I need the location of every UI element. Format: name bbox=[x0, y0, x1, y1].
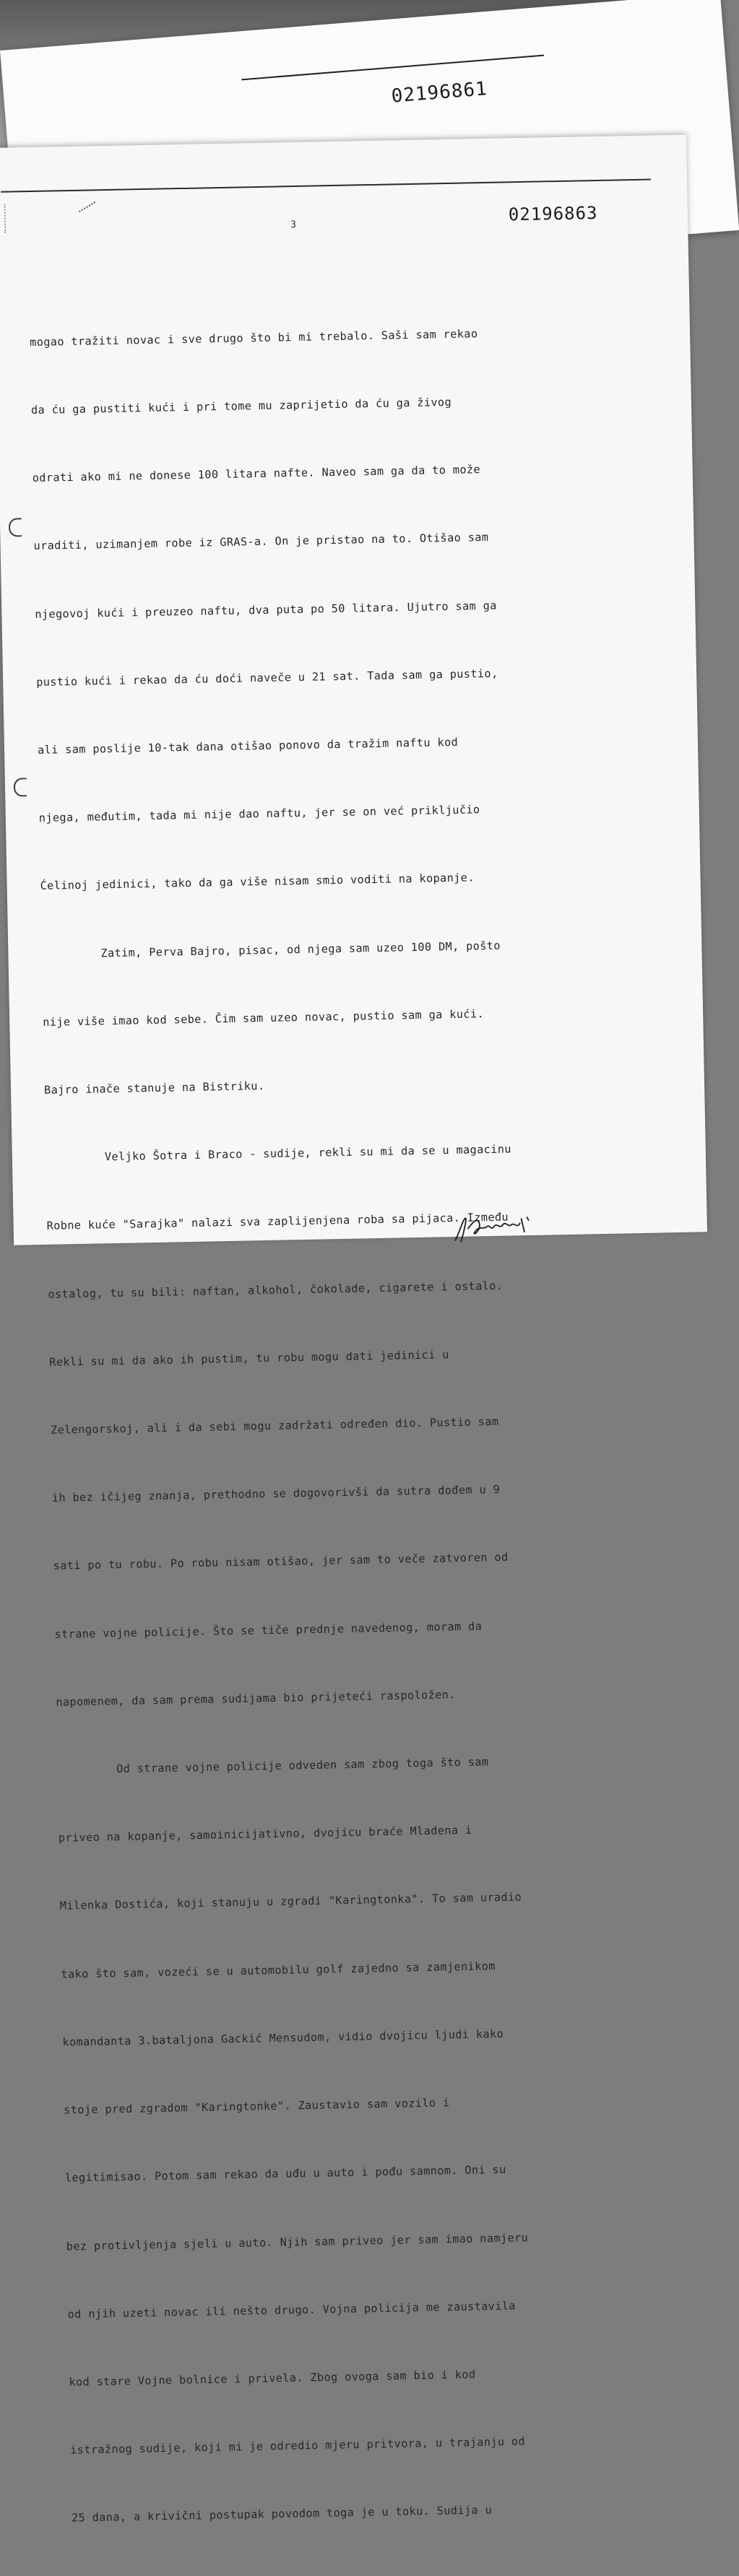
text-line: tako što sam, vozeći se u automobilu golf zajedno sa zamjenikom bbox=[61, 1959, 496, 1981]
text-line: bez protivljenja sjeli u auto. Njih sam priveo jer sam imao namjeru bbox=[66, 2230, 529, 2253]
text-line: sati po tu robu. Po robu nisam otišao, jer sam to veče zatvoren od bbox=[53, 1551, 509, 1573]
text-line: Veljko Šotra i Braco - sudije, rekli su mi da se u magacinu bbox=[104, 1142, 512, 1164]
front-page-document-number: 02196863 bbox=[508, 202, 598, 225]
front-page-rule bbox=[1, 179, 651, 193]
back-page-document-number: 02196861 bbox=[390, 78, 488, 108]
text-line: Robne kuće "Sarajka" nalazi sva zaplijenjena roba sa pijaca. Između bbox=[46, 1211, 509, 1233]
text-line: da ću ga pustiti kući i pri tome mu zaprijetio da ću ga živog bbox=[30, 395, 452, 417]
text-line: priveo na kopanje, samoinicijativno, dvojicu braće Mladena i bbox=[58, 1823, 472, 1845]
back-page-rule bbox=[241, 55, 544, 81]
page-number: 3 bbox=[290, 219, 297, 231]
document-body bbox=[29, 274, 680, 2575]
text-line: mogao tražiti novac i sve drugo što bi mi trebalo. Saši sam rekao bbox=[29, 326, 478, 349]
text-line: istražnog sudije, koji mi je odredio mjeru pritvora, u trajanju od bbox=[70, 2434, 526, 2457]
text-line: Od strane vojne policije odveden sam zbog toga što sam bbox=[116, 1755, 489, 1776]
text-line: stoje pred zgradom "Karingtonke". Zaustavio sam vozilo i bbox=[64, 2096, 450, 2117]
text-line: napomenem, da sam prema sudijama bio prijeteći raspoložen. bbox=[56, 1687, 456, 1709]
text-line: ih bez ičijeg znanja, prethodno se dogovorivši da sutra dođem u 9 bbox=[51, 1483, 501, 1505]
text-line: njega, međutim, tada mi nije dao naftu, jer se on već priključio bbox=[38, 803, 480, 825]
ink-smudge bbox=[79, 201, 102, 222]
text-line: nije više imao kod sebe. Čim sam uzeo novac, pustio sam ga kući. bbox=[43, 1007, 485, 1029]
text-line: odrati ako mi ne donese 100 litara nafte. Naveo sam ga da to može bbox=[32, 463, 481, 485]
text-line: Bajro inače stanuje na Bistriku. bbox=[43, 1079, 265, 1097]
text-line: ali sam poslije 10-tak dana otišao ponovo da tražim naftu kod bbox=[37, 735, 459, 757]
text-line: legitimisao. Potom sam rekao da uđu u auto i pođu samnom. Oni su bbox=[64, 2163, 506, 2185]
text-line: ostalog, tu su bili: naftan, alkohol, čokolade, cigarete i ostalo. bbox=[48, 1279, 504, 1301]
margin-bracket-mark bbox=[14, 778, 27, 796]
text-line: Milenka Dostića, koji stanuju u zgradi "Karingtonka". To sam uradio bbox=[59, 1890, 522, 1913]
text-line: Zatim, Perva Bajro, pisac, od njega sam uzeo 100 DM, pošto bbox=[100, 939, 501, 960]
front-page bbox=[0, 135, 707, 2525]
text-line: kod stare Vojne bolnice i privela. Zbog ovoga sam bio i kod bbox=[69, 2367, 476, 2389]
text-line: njegovoj kući i preuzeo naftu, dva puta po 50 litara. Ujutro sam ga bbox=[35, 599, 497, 621]
text-line: strane vojne policije. Što se tiče prednje navedenog, moram da bbox=[54, 1619, 483, 1641]
text-line: komandanta 3.bataljona Gackić Mensudom, vidio dvojicu ljudi kako bbox=[62, 2027, 504, 2049]
text-line: 25 dana, a krivični postupak povodom toga je u toku. Sudija u bbox=[71, 2503, 493, 2525]
handwritten-signature bbox=[449, 1209, 550, 1246]
ink-smudge bbox=[4, 204, 10, 233]
margin-bracket-mark bbox=[9, 518, 22, 536]
text-line: od njih uzeti novac ili nešto drugo. Vojna policija me zaustavila bbox=[67, 2299, 517, 2321]
text-line: Ćelinoj jedinici, tako da ga više nisam smio voditi na kopanje. bbox=[40, 871, 475, 893]
text-line: Rekli su mi da ako ih pustim, tu robu mogu dati jedinici u bbox=[49, 1348, 449, 1369]
text-line: pustio kući i rekao da ću doći naveče u 21 sat. Tada sam ga pustio, bbox=[36, 666, 498, 689]
text-line: uraditi, uzimanjem robe iz GRAS-a. On je pristao na to. Otišao sam bbox=[33, 531, 489, 553]
text-line: Zelengorskoj, ali i da sebi mogu zadržati određen dio. Pustio sam bbox=[50, 1414, 499, 1437]
